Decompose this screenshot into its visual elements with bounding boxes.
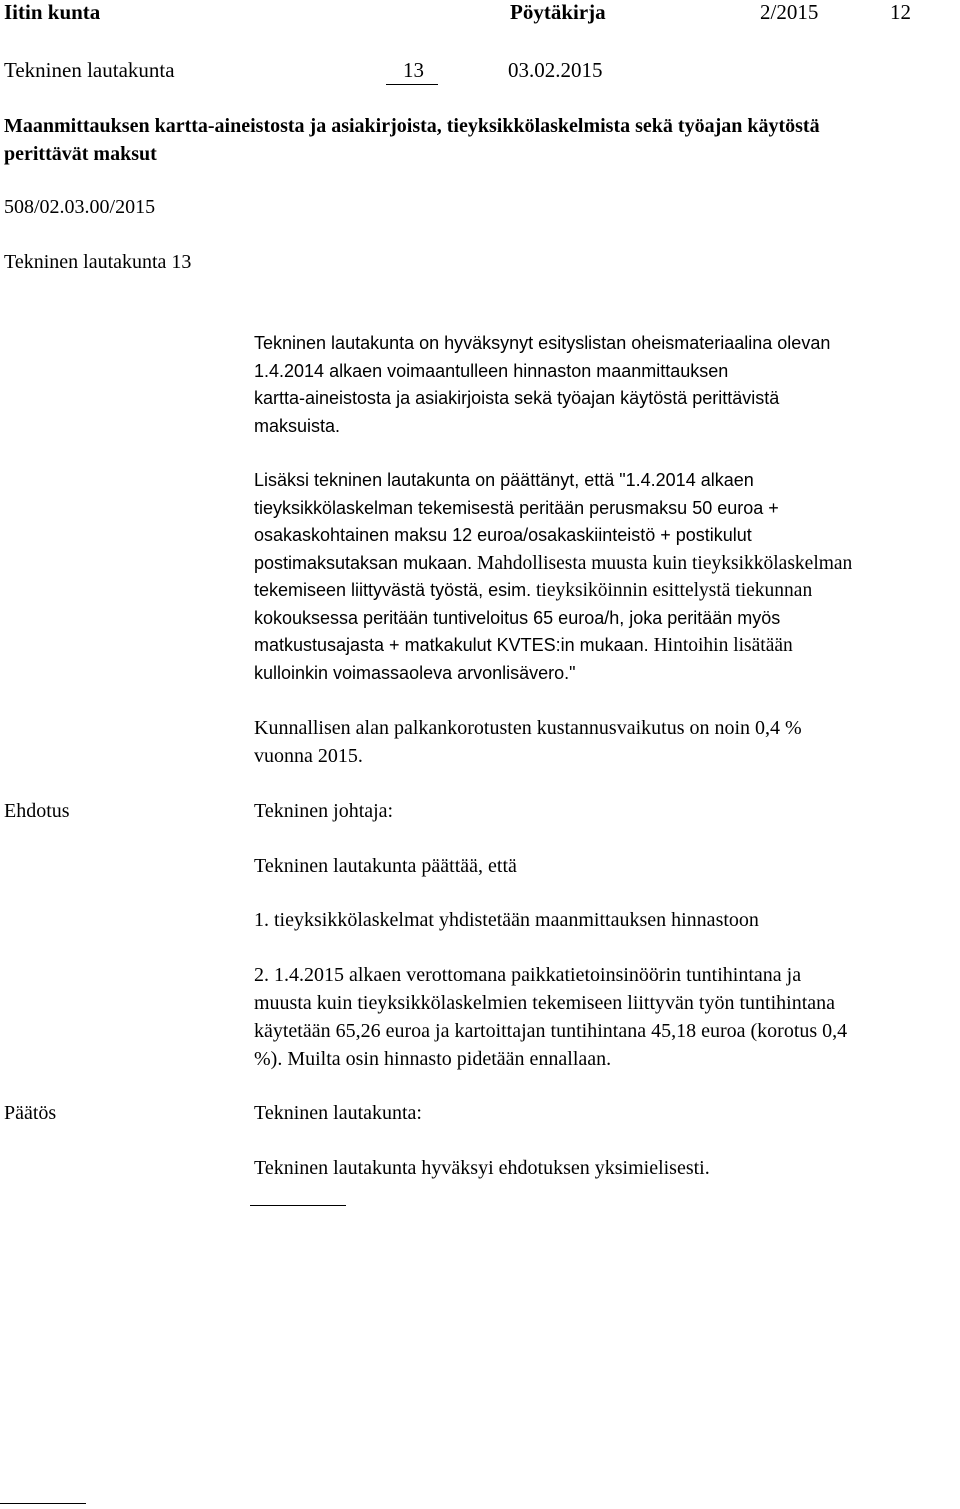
text-line: muusta kuin tieyksikkölaskelmien tekemiseen liittyvän työn tuntihintana <box>254 992 836 1014</box>
text-line: %). Muilta osin hinnasto pidetään ennallaan. <box>254 1048 612 1070</box>
document-type: Pöytäkirja <box>510 0 606 24</box>
footer-line <box>0 1503 86 1504</box>
text-line: käytetään 65,26 euroa ja kartoittajan tuntihintana 45,18 euroa (korotus 0,4 <box>254 1020 848 1042</box>
municipality-name: Iitin kunta <box>4 0 101 24</box>
text-line: kartta-aineistosta ja asiakirjoista sekä työajan käytöstä perittävistä <box>254 388 780 408</box>
text-line: Tekninen lautakunta on hyväksynyt esityslistan oheismateriaalina olevan <box>254 333 831 353</box>
meeting-date: 03.02.2015 <box>508 58 603 82</box>
decision-text: Tekninen lautakunta hyväksyi ehdotuksen yksimielisesti. <box>254 1157 710 1179</box>
text-fragment: tieyksiköinnin esittelystä tiekunnan <box>531 580 813 601</box>
text-line: 2. 1.4.2015 alkaen verottomana paikkatietoinsinöörin tuntihintana ja <box>254 964 802 986</box>
page-number: 12 <box>890 0 911 24</box>
item-title-line-2: perittävät maksut <box>4 143 157 165</box>
proposal-intro: Tekninen lautakunta päättää, että <box>254 855 517 877</box>
text-line: Lisäksi tekninen lautakunta on päättänyt, että "1.4.2014 alkaen <box>254 470 754 490</box>
text-line: kulloinkin voimassaoleva arvonlisävero." <box>254 662 576 683</box>
proposal-by: Tekninen johtaja: <box>254 800 394 822</box>
proposal-item-2 <box>254 961 954 1073</box>
text-fragment: Hintoihin lisätään <box>648 635 793 656</box>
text-fragment: postimaksutaksan mukaan. <box>254 552 473 573</box>
text-line: osakaskohtainen maksu 12 euroa/osakaskiinteistö + postikulut <box>254 525 752 545</box>
decision-label: Päätös <box>4 1102 57 1124</box>
text-line: vuonna 2015. <box>254 745 363 767</box>
section-number: 13 <box>403 58 424 82</box>
text-line: maksuista. <box>254 415 341 436</box>
item-title-line-1: Maanmittauksen kartta-aineistosta ja asiakirjoista, tieyksikkölaskelmista sekä työajan käytöstä <box>4 115 820 137</box>
text-line: tieyksikkölaskelman tekemisestä peritään perusmaksu 50 euroa + <box>254 497 779 518</box>
paragraph-cost-impact <box>254 714 954 770</box>
text-line: kokouksessa peritään tuntiveloitus 65 euroa/h, joka peritään myös <box>254 607 781 628</box>
board-name: Tekninen lautakunta <box>4 58 175 82</box>
separator-line <box>250 1205 346 1206</box>
reference-number: 508/02.03.00/2015 <box>4 196 156 218</box>
text-fragment: tekemiseen liittyvästä työstä, esim. <box>254 580 532 600</box>
text-fragment: matkustusajasta + matkakulut KVTES:in mukaan. <box>254 635 649 655</box>
document-number: 2/2015 <box>760 0 819 24</box>
board-section-reference: Tekninen lautakunta 13 <box>4 251 192 273</box>
text-fragment: Mahdollisesta muusta kuin tieyksikkölaskelman <box>472 552 853 574</box>
paragraph-approved-pricelist <box>254 330 954 440</box>
decision-by: Tekninen lautakunta: <box>254 1102 422 1124</box>
section-underline <box>386 84 438 85</box>
text-line: 1.4.2014 alkaen voimaantulleen hinnaston maanmittauksen <box>254 360 729 381</box>
proposal-item-1: 1. tieyksikkölaskelmat yhdistetään maanmittauksen hinnastoon <box>254 909 759 931</box>
paragraph-road-unit-fees <box>254 467 954 687</box>
text-line: Kunnallisen alan palkankorotusten kustannusvaikutus on noin 0,4 % <box>254 717 802 739</box>
proposal-label: Ehdotus <box>4 800 70 822</box>
